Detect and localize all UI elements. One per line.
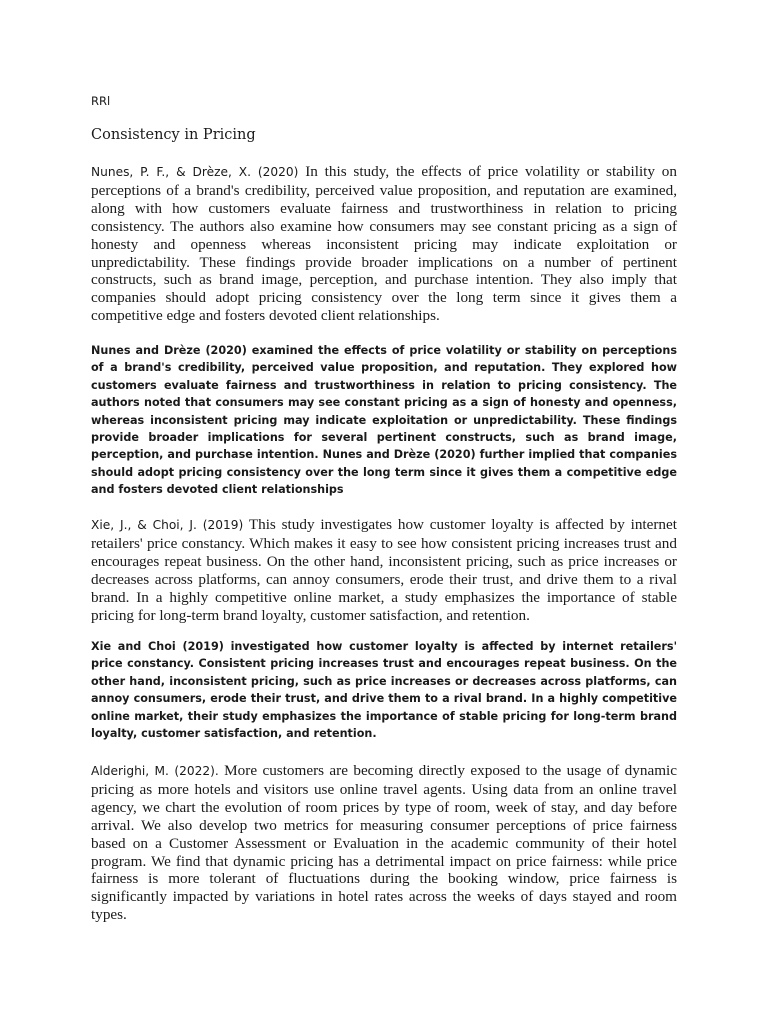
summary-paragraph-alderighi <box>91 762 677 924</box>
summary-text-nunes: In this study, the effects of price volatility or stability on perceptions of a brand's credibility, perceived value proposition, and reputation are examined, along with how customers evaluate fairness and trustworthiness in relation to pricing consistency. The authors also examine how consumers may see constant pricing as a sign of honesty and openness whereas inconsistent pricing may indicate exploitation or unpredictability. These findings provide broader implications on a number of pertinent constructs, such as brand image, perception, and purchase intention. They also imply that companies should adopt pricing consistency over the long term since it gives them a competitive edge and fosters devoted client relationships. <box>91 163 677 325</box>
citation-nunes: Nunes, P. F., & Drèze, X. (2020) <box>91 165 299 179</box>
document-header: RRl <box>91 94 111 108</box>
citation-alderighi: Alderighi, M. (2022). <box>91 764 219 778</box>
summary-text-xie: This study investigates how customer loyalty is affected by internet retailers' price constancy. Which makes it easy to see how consistent pricing increases trust and encourages repeat business. On the other hand, inconsistent pricing, such as price increases or decreases across platforms, can annoy consumers, erode their trust, and drive them to a rival brand. In a highly competitive online market, a study emphasizes the importance of stable pricing for long-term brand loyalty, customer satisfaction, and retention. <box>91 516 677 624</box>
summary-text-alderighi: More customers are becoming directly exposed to the usage of dynamic pricing as more hotels and visitors use online travel agents. Using data from an online travel agency, we chart the evolution of room prices by type of room, week of stay, and day before arrival. We also develop two metrics for measuring consumer perceptions of price fairness based on a Customer Assessment or Evaluation in the academic community of their hotel program. We find that dynamic pricing has a detrimental impact on price fairness: while price fairness is more tolerant of fluctuations during the booking window, price fairness is significantly impacted by variations in hotel rates across the weeks of days stayed and room types. <box>91 762 677 924</box>
document-title: Consistency in Pricing <box>91 127 256 143</box>
citation-xie: Xie, J., & Choi, J. (2019) <box>91 518 244 532</box>
paraphrase-paragraph-nunes: Nunes and Drèze (2020) examined the effects of price volatility or stability on perceptions of a brand's credibility, perceived value proposition, and reputation. They explored how customers evaluate fairness and trustworthiness in relation to pricing consistency. The authors noted that consumers may see constant pricing as a sign of honesty and openness, whereas inconsistent pricing may indicate exploitation or unpredictability. These findings provide broader implications for several pertinent constructs, such as brand image, perception, and purchase intention. Nunes and Drèze (2020) further implied that companies should adopt pricing consistency over the long term since it gives them a competitive edge and fosters devoted client relationships <box>91 344 677 497</box>
summary-paragraph-xie <box>91 516 677 624</box>
summary-paragraph-nunes <box>91 163 677 325</box>
paraphrase-paragraph-xie: Xie and Choi (2019) investigated how customer loyalty is affected by internet retailers' price constancy. Consistent pricing increases trust and encourages repeat business. On the other hand, inconsistent pricing, such as price increases or decreases across platforms, can annoy consumers, erode their trust, and drive them to a rival brand. In a highly competitive online market, their study emphasizes the importance of stable pricing for long-term brand loyalty, customer satisfaction, and retention. <box>91 640 677 741</box>
